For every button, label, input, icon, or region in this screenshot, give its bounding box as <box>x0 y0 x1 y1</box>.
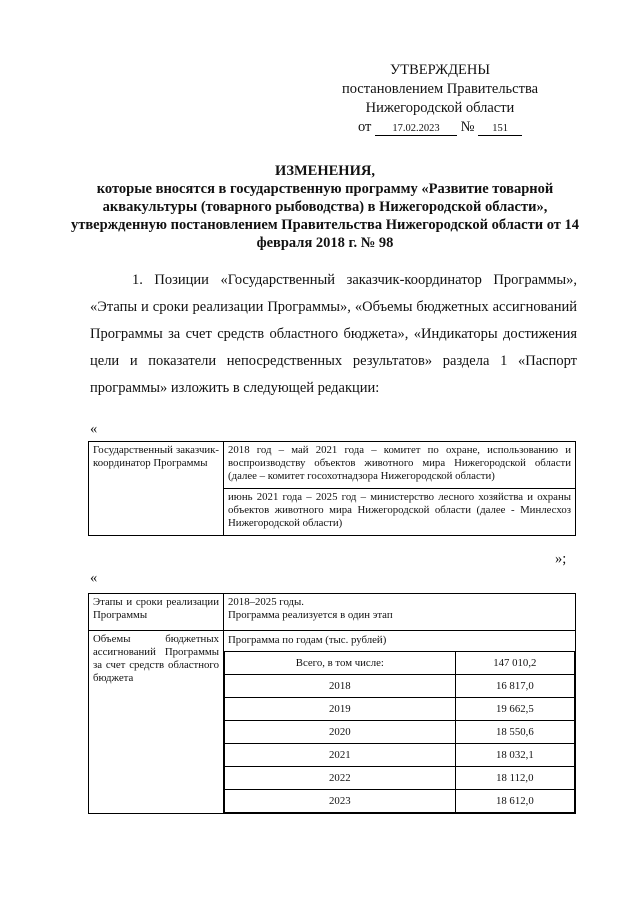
year-2023: 2023 <box>225 790 456 813</box>
approval-block <box>300 61 580 137</box>
paragraph-text: 1. Позиции «Государственный заказчик-координатор Программы», «Этапы и сроки реализации Программы», «Объемы бюджетных ассигнований Программы за счет средств областного бюджета», «Индикаторы достижения цели и показатели непосредственных результатов» раздела 1 «Паспорт программы» изложить в следующей редакции: <box>90 272 577 396</box>
date-prefix: от <box>357 119 372 135</box>
open-quote-2: « <box>90 570 98 586</box>
approval-number: 151 <box>478 123 522 136</box>
close-quote-1: »; <box>555 551 567 567</box>
amount-2019: 19 662,5 <box>455 698 574 721</box>
stages-value <box>224 594 576 631</box>
heading-title: ИЗМЕНЕНИЯ, <box>275 163 375 179</box>
amount-2020: 18 550,6 <box>455 721 574 744</box>
heading-subtitle: которые вносятся в государственную программу «Развитие товарной аквакультуры (товарного рыбоводства) в Нижегородской области», утвержденную постановлением Правительства Нижегородской области от 14 февраля 2018 г. № 98 <box>70 181 580 251</box>
year-2021: 2021 <box>225 744 456 767</box>
customer-label: Государственный заказчик-координатор Программы <box>89 442 224 536</box>
stages-note: Программа реализуется в один этап <box>228 609 393 621</box>
customer-row-1: 2018 год – май 2021 года – комитет по охране, использованию и воспроизводству объектов животного мира Нижегородской области (далее – комитет госохотнадзора Нижегородской области) <box>224 442 576 489</box>
approval-line-2: Нижегородской области <box>365 100 515 116</box>
stages-label: Этапы и сроки реализации Программы <box>89 594 224 631</box>
amount-2021: 18 032,1 <box>455 744 574 767</box>
year-2018: 2018 <box>225 675 456 698</box>
budget-label: Объемы бюджетных ассигнований Программы за счет средств областного бюджета <box>89 631 224 814</box>
amount-2022: 18 112,0 <box>455 767 574 790</box>
approval-line-1: постановлением Правительства <box>341 81 539 97</box>
budget-table <box>224 651 575 813</box>
amount-2023: 18 612,0 <box>455 790 574 813</box>
year-total: Всего, в том числе: <box>225 652 456 675</box>
approval-date: 17.02.2023 <box>375 123 457 136</box>
amount-2018: 16 817,0 <box>455 675 574 698</box>
number-prefix: № <box>460 119 475 135</box>
year-2022: 2022 <box>225 767 456 790</box>
amount-total: 147 010,2 <box>455 652 574 675</box>
budget-header: Программа по годам (тыс. рублей) <box>228 634 387 646</box>
year-2020: 2020 <box>225 721 456 744</box>
stages-years: 2018–2025 годы. <box>228 596 304 608</box>
budget-cell <box>224 631 576 814</box>
approval-title: УТВЕРЖДЕНЫ <box>389 62 491 78</box>
table-budget <box>88 593 576 814</box>
paragraph-1 <box>90 267 577 402</box>
year-2019: 2019 <box>225 698 456 721</box>
table-customer <box>88 441 576 536</box>
open-quote-1: « <box>90 421 98 437</box>
document-heading <box>60 162 590 252</box>
approval-date-line <box>300 118 580 137</box>
customer-row-2: июнь 2021 года – 2025 год – министерство лесного хозяйства и охраны объектов животного мира Нижегородской области (далее - Минлесхоз Нижегородской области) <box>224 489 576 536</box>
